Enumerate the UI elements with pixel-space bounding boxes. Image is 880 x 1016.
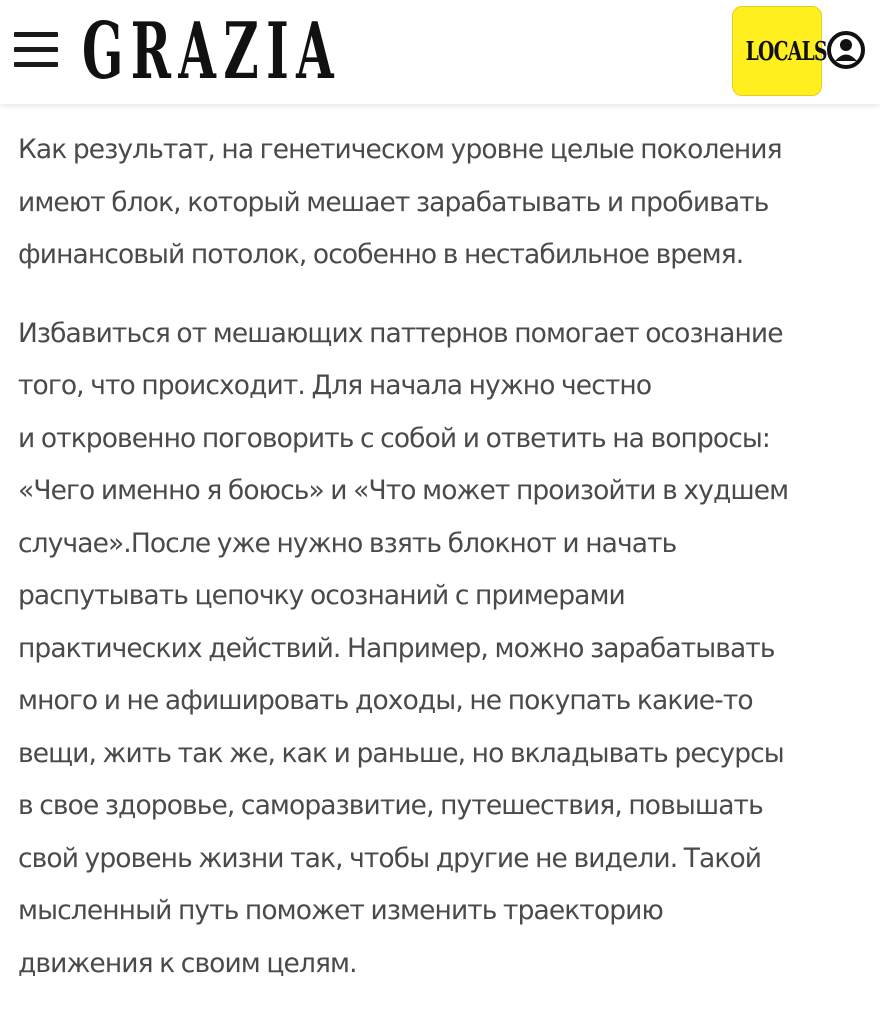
- paragraph-line: мысленный путь поможет изменить траекторию: [18, 895, 663, 926]
- site-header: [0, 0, 880, 104]
- paragraph-line: и откровенно поговорить с собой и ответить на вопросы:: [18, 422, 770, 454]
- paragraph-line: случае».После уже нужно взять блокнот и начать: [18, 527, 677, 559]
- paragraph-line: «Чего именно я боюсь» и «Что может произойти в худшем: [18, 475, 789, 506]
- paragraph-line: финансовый потолок, особенно в нестабильное время.: [18, 239, 744, 270]
- menu-bar-top: [14, 32, 58, 37]
- paragraph-line: Как результат, на генетическом уровне целые поколения: [18, 134, 782, 165]
- menu-bar-middle: [14, 47, 58, 52]
- paragraph-line: движения к своим целям.: [18, 947, 357, 979]
- hamburger-menu-icon[interactable]: [12, 30, 60, 70]
- user-account-icon[interactable]: [826, 30, 866, 70]
- paragraph-line: вещи, жить так же, как и раньше, но вкладывать ресурсы: [18, 737, 784, 769]
- paragraph-line: Избавиться от мешающих паттернов помогает осознание: [18, 317, 783, 349]
- menu-bar-bottom: [14, 62, 58, 67]
- grazia-logo[interactable]: GRAZIA: [82, 6, 342, 97]
- paragraph-line: много и не афишировать доходы, не покупать какие-то: [18, 685, 753, 716]
- paragraph-line: практических действий. Например, можно зарабатывать: [18, 632, 775, 664]
- paragraph-line: имеют блок, который мешает зарабатывать и пробивать: [18, 186, 769, 218]
- paragraph-line: в свое здоровье, саморазвитие, путешествия, повышать: [18, 790, 763, 821]
- paragraph-line: того, что происходит. Для начала нужно честно: [18, 370, 652, 401]
- article-body: [18, 124, 868, 1016]
- article-paragraph-1: [18, 124, 868, 282]
- paragraph-line: распутывать цепочку осознаний с примерами: [18, 580, 625, 611]
- locals-label: LOCALS: [745, 37, 827, 67]
- locals-button[interactable]: [732, 6, 827, 96]
- paragraph-line: свой уровень жизни так, чтобы другие не видели. Такой: [18, 842, 762, 874]
- article-paragraph-2: [18, 308, 868, 991]
